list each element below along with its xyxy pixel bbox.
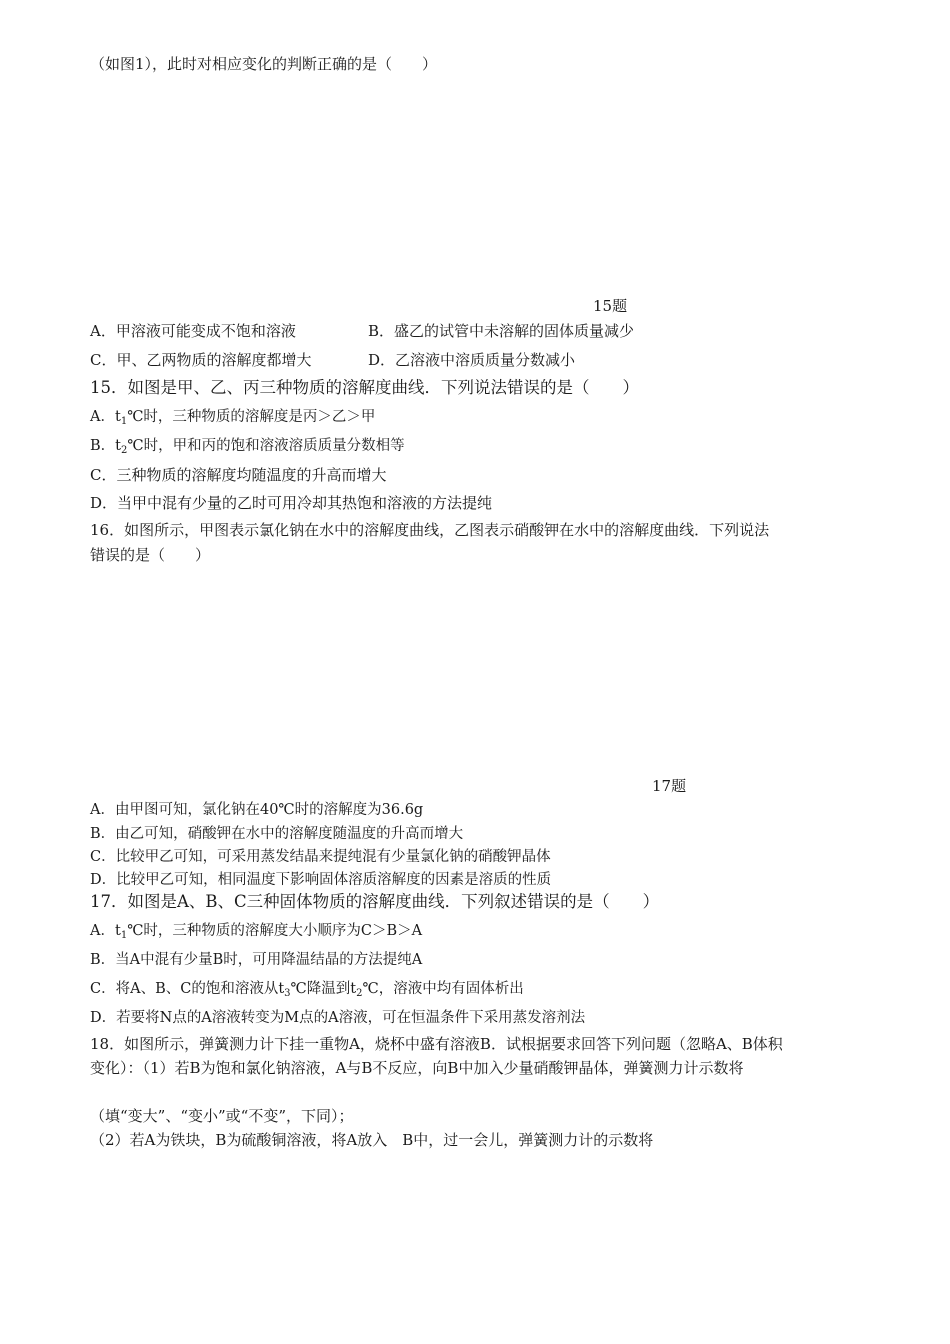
figure-caption-15: 15题 (593, 297, 628, 315)
q15-option-a: A．$t_1℃$时，三种物质的溶解度是丙＞乙＞甲 (90, 409, 376, 427)
q18-stem-line3: （填“变大”、“变小”或“不变”，下同）； (90, 1107, 354, 1125)
q14-option-b: B．盛乙的试管中未溶解的固体质量减少 (368, 322, 635, 340)
q16-option-b: B．由乙可知，硝酸钾在水中的溶解度随温度的升高而增大 (90, 826, 464, 842)
q15-stem: 15．如图是甲、乙、丙三种物质的溶解度曲线．下列说法错误的是（ ） (90, 378, 639, 397)
q16-option-a: A．由甲图可知，氯化钠在40℃时的溶解度为36.6g (90, 802, 424, 818)
q15-option-c: C．三种物质的溶解度均随温度的升高而增大 (90, 466, 387, 484)
q18-stem-line1: 18．如图所示，弹簧测力计下挂一重物A，烧杯中盛有溶液B．试根据要求回答下列问题（忽略A、B体积 (90, 1035, 783, 1053)
q16-option-d: D．比较甲乙可知，相同温度下影响固体溶质溶解度的因素是溶质的性质 (90, 872, 552, 888)
q17-option-d: D．若要将N点的A溶液转变为M点的A溶液，可在恒温条件下采用蒸发溶剂法 (90, 1010, 586, 1026)
q17-option-c: C．将A、B、C的饱和溶液从$t_3℃$降温到$t_2℃$，溶液中均有固体析出 (90, 981, 524, 999)
q16-stem-line1: 16．如图所示，甲图表示氯化钠在水中的溶解度曲线，乙图表示硝酸钾在水中的溶解度曲线．下列说法 (90, 521, 770, 539)
q14-option-d: D．乙溶液中溶质质量分数减小 (368, 351, 576, 369)
q14-stem-continued: （如图1），此时对相应变化的判断正确的是（ ） (90, 55, 438, 73)
q14-option-a: A．甲溶液可能变成不饱和溶液 (90, 322, 296, 340)
q18-stem-line2: 变化）：（1）若B为饱和氯化钠溶液，A与B不反应，向B中加入少量硝酸钾晶体，弹簧测力计示数将 (90, 1059, 744, 1077)
q17-stem: 17．如图是A、B、C三种固体物质的溶解度曲线．下列叙述错误的是（ ） (90, 892, 660, 911)
figure-caption-17: 17题 (652, 777, 687, 795)
q15-option-d: D．当甲中混有少量的乙时可用冷却其热饱和溶液的方法提纯 (90, 494, 493, 512)
q17-option-a: A．$t_1℃$时，三种物质的溶解度大小顺序为C＞B＞A (90, 923, 423, 941)
q15-option-b: B．$t_2℃$时，甲和丙的饱和溶液溶质质量分数相等 (90, 438, 405, 456)
q16-option-c: C．比较甲乙可知，可采用蒸发结晶来提纯混有少量氯化钠的硝酸钾晶体 (90, 849, 551, 865)
q17-option-b: B．当A中混有少量B时，可用降温结晶的方法提纯A (90, 952, 423, 968)
q16-stem-line2: 错误的是（ ） (90, 546, 211, 564)
q14-option-c: C．甲、乙两物质的溶解度都增大 (90, 351, 312, 369)
q18-part2: （2）若A为铁块，B为硫酸铜溶液，将A放入 B中，过一会儿，弹簧测力计的示数将 (90, 1131, 654, 1149)
